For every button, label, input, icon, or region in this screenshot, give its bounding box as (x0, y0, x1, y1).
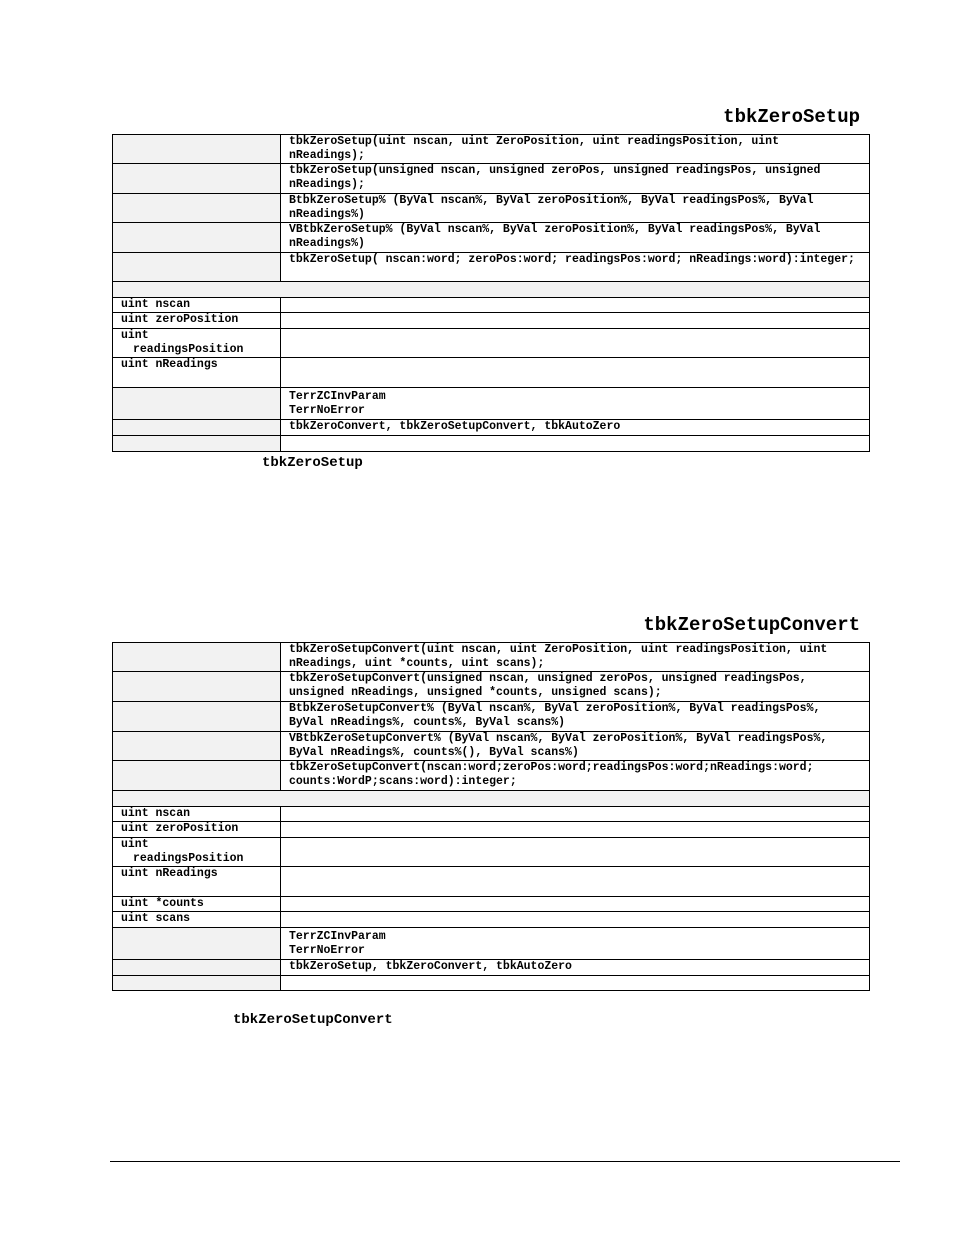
see-also-row (113, 420, 870, 436)
prototype-row-c (113, 643, 870, 672)
return-value: TerrZCInvParam (289, 930, 386, 943)
prototype-text: tbkZeroSetupConvert(unsigned nscan, unsigned zeroPos, unsigned readingsPos, unsigned nReadings, unsigned *counts, unsigned scans); (281, 672, 870, 702)
prototype-text: VBtbkZeroSetupConvert% (ByVal nscan%, ByVal zeroPosition%, ByVal readingsPos%, ByVal nReadings%, counts%(), ByVal scans%) (281, 732, 870, 761)
prototype-text: tbkZeroSetup(uint nscan, uint ZeroPosition, uint readingsPosition, uint nReadings); (281, 135, 870, 164)
prototype-text: tbkZeroSetupConvert(nscan:word;zeroPos:word;readingsPos:word;nReadings:word; counts:WordP;scans:word):integer; (281, 761, 870, 791)
prototype-row-cpp (113, 164, 870, 194)
parameters-header-row (113, 791, 870, 807)
return-value: TerrNoError (289, 944, 365, 957)
return-value: TerrNoError (289, 404, 365, 417)
prototype-text: tbkZeroSetup( nscan:word; zeroPos:word; readingsPos:word; nReadings:word):integer; (281, 253, 870, 282)
prototype-row-vb (113, 223, 870, 253)
param-row (113, 807, 870, 822)
returns-row (113, 388, 870, 420)
param-name: uint nscan (113, 807, 281, 822)
program-reference-row (113, 976, 870, 991)
section1-reference-table (112, 134, 870, 452)
prototype-text: BtbkZeroSetup% (ByVal nscan%, ByVal zeroPosition%, ByVal readingsPos%, ByVal nReadings%) (281, 194, 870, 223)
section1-title: tbkZeroSetup (723, 106, 860, 128)
prototype-row-basic (113, 194, 870, 223)
param-name-cont: readingsPosition (133, 852, 244, 865)
param-name: uint scans (113, 912, 281, 928)
param-row (113, 912, 870, 928)
footer-divider (110, 1161, 900, 1162)
see-also-text: tbkZeroConvert, tbkZeroSetupConvert, tbkAutoZero (281, 420, 870, 436)
param-row (113, 897, 870, 912)
param-name-cont: readingsPosition (133, 343, 244, 356)
program-reference-row (113, 436, 870, 452)
prototype-row-pascal (113, 253, 870, 282)
param-name: uint nReadings (113, 867, 281, 897)
prototype-text: tbkZeroSetup(unsigned nscan, unsigned zeroPos, unsigned readingsPos, unsigned nReadings); (281, 164, 870, 194)
param-name: uint nscan (113, 298, 281, 313)
see-also-text: tbkZeroSetup, tbkZeroConvert, tbkAutoZero (281, 960, 870, 976)
param-name: uint *counts (113, 897, 281, 912)
prototype-text: VBtbkZeroSetup% (ByVal nscan%, ByVal zeroPosition%, ByVal readingsPos%, ByVal nReadings%) (281, 223, 870, 253)
param-row (113, 358, 870, 388)
prototype-text: tbkZeroSetupConvert(uint nscan, uint ZeroPosition, uint readingsPosition, uint nReadings, uint *counts, uint scans); (281, 643, 870, 672)
section2-note: tbkZeroSetupConvert (233, 1012, 393, 1028)
param-row (113, 298, 870, 313)
prototype-row-pascal (113, 761, 870, 791)
param-name: uint zeroPosition (113, 822, 281, 838)
param-row (113, 313, 870, 329)
parameters-header-row (113, 282, 870, 298)
param-name: uint zeroPosition (113, 313, 281, 329)
param-row (113, 838, 870, 867)
prototype-text: BtbkZeroSetupConvert% (ByVal nscan%, ByVal zeroPosition%, ByVal readingsPos%, ByVal nReadings%, counts%, ByVal scans%) (281, 702, 870, 732)
param-name: uint (121, 329, 149, 342)
param-row (113, 867, 870, 897)
returns-row (113, 928, 870, 960)
section1-note: tbkZeroSetup (262, 455, 363, 471)
prototype-row-vb (113, 732, 870, 761)
section2-title: tbkZeroSetupConvert (643, 614, 860, 636)
prototype-row-basic (113, 702, 870, 732)
prototype-row-cpp (113, 672, 870, 702)
param-row (113, 329, 870, 358)
return-value: TerrZCInvParam (289, 390, 386, 403)
see-also-row (113, 960, 870, 976)
param-name: uint (121, 838, 149, 851)
param-name: uint nReadings (113, 358, 281, 388)
prototype-row-c (113, 135, 870, 164)
param-row (113, 822, 870, 838)
section2-reference-table (112, 642, 870, 991)
